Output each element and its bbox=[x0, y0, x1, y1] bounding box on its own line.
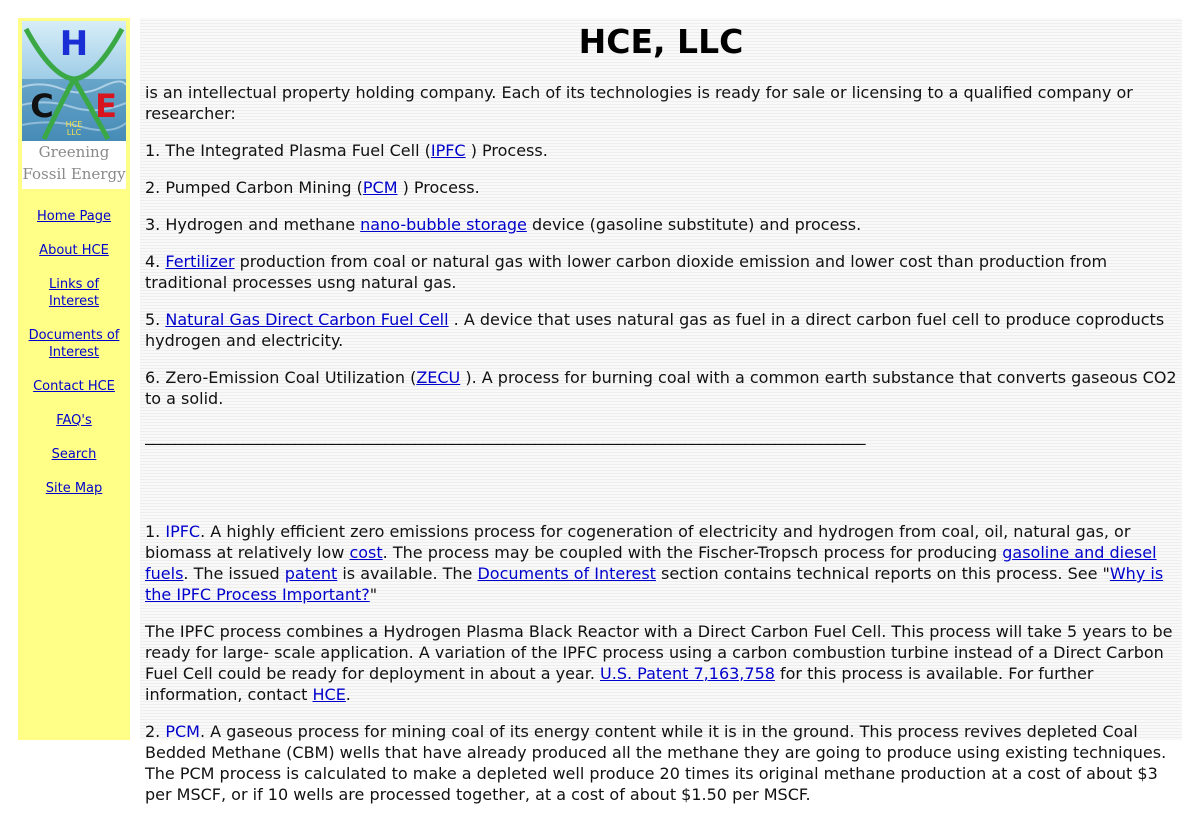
link-documents-of-interest[interactable]: Documents of Interest bbox=[477, 564, 656, 583]
list-item-fertilizer bbox=[145, 251, 1180, 293]
nav-item-faqs bbox=[18, 412, 130, 429]
list-item-ipfc bbox=[145, 140, 1180, 161]
section-text: The IPFC process combines a Hydrogen Plasma Black Reactor with a Direct Carbon Fuel Cell. This process will take 5 years to be ready for large- scale application. A variation of the IPFC process using a carbon combustion turbine instead of a Direct Carbon Fuel Cell could be ready for deployment in about a year. bbox=[145, 622, 1173, 683]
hce-logo[interactable] bbox=[22, 21, 126, 141]
page-title: HCE, LLC bbox=[578, 22, 744, 61]
list-text: 6. Zero-Emission Coal Utilization ( bbox=[145, 368, 417, 387]
link-pcm[interactable]: PCM bbox=[362, 178, 398, 197]
section-text: . A gaseous process for mining coal of its energy content while it is in the ground. This process revives depleted Coal Bedded Methane (CBM) wells that have already produced all the methane they are going to produce using existing techniques. The PCM process is calculated to make a depleted well produce 20 times its original methane production at a cost of about $3 per MSCF, or if 10 wells are processed together, at a cost of about $1.50 per MSCF. bbox=[145, 722, 1167, 804]
link-patent[interactable]: patent bbox=[284, 564, 338, 583]
main-content bbox=[140, 18, 1182, 804]
list-text: ) Process. bbox=[397, 178, 480, 197]
link-contact-hce[interactable]: HCE bbox=[312, 685, 346, 704]
link-gasoline-diesel-fuels[interactable]: gasoline and diesel fuels bbox=[145, 543, 1157, 583]
link-zecu[interactable]: ZECU bbox=[416, 368, 461, 387]
section-text: " bbox=[369, 585, 378, 604]
list-item-zecu bbox=[145, 367, 1180, 409]
list-item-nano-bubble bbox=[145, 214, 1180, 235]
list-text: device (gasoline substitute) and process. bbox=[526, 215, 862, 234]
list-item-pcm bbox=[145, 177, 1180, 198]
nav-link-search[interactable]: Search bbox=[51, 447, 97, 462]
section-text: section contains technical reports on this process. See " bbox=[655, 564, 1110, 583]
nav-item-sitemap bbox=[18, 480, 130, 497]
list-text: ). A process for burning coal with a common earth substance that converts gaseous CO2 to a solid. bbox=[145, 368, 1177, 408]
nav-link-links-of-interest[interactable]: Links of Interest bbox=[48, 277, 100, 309]
anchor-pcm[interactable]: PCM bbox=[165, 722, 200, 741]
list-text: 3. Hydrogen and methane bbox=[145, 215, 361, 234]
section-text: . The process may be coupled with the Fischer-Tropsch process for producing bbox=[382, 543, 1003, 562]
separator-line: ________________________________________________________________________________________________ bbox=[145, 426, 865, 445]
nav-link-documents-of-interest[interactable]: Documents of Interest bbox=[28, 328, 120, 360]
sidebar bbox=[18, 18, 130, 740]
logo-tagline bbox=[22, 141, 126, 189]
nav-item-about bbox=[18, 242, 130, 259]
content-body bbox=[145, 82, 1180, 821]
list-item-ng-dcfc bbox=[145, 309, 1180, 351]
ipfc-section bbox=[145, 521, 1180, 605]
logo-letter-h: H bbox=[59, 24, 89, 64]
pcm-section bbox=[145, 721, 1180, 805]
logo-small-hce: HCE bbox=[65, 120, 83, 129]
logo-letter-c: C bbox=[30, 87, 54, 125]
section-number: 2. bbox=[145, 722, 166, 741]
link-why-ipfc-important[interactable]: Why is the IPFC Process Important? bbox=[145, 564, 1164, 604]
tagline-line-2: Fossil Energy bbox=[22, 165, 126, 183]
nav-item-contact bbox=[18, 378, 130, 395]
nav-link-site-map[interactable]: Site Map bbox=[45, 481, 103, 496]
list-text: production from coal or natural gas with lower carbon dioxide emission and lower cost than production from traditional processes usng natural gas. bbox=[145, 252, 1108, 292]
list-text: 2. Pumped Carbon Mining ( bbox=[145, 178, 363, 197]
nav-link-contact[interactable]: Contact HCE bbox=[33, 379, 115, 394]
link-ipfc[interactable]: IPFC bbox=[430, 141, 466, 160]
section-text: is available. The bbox=[337, 564, 478, 583]
logo-small-llc: LLC bbox=[66, 128, 82, 137]
list-text: 4. bbox=[145, 252, 166, 271]
list-text: 1. The Integrated Plasma Fuel Cell ( bbox=[145, 141, 431, 160]
intro-text: is an intellectual property holding company. Each of its technologies is ready for sale or licensing to a qualified company or researcher: bbox=[145, 83, 1133, 123]
logo-graphic bbox=[22, 21, 126, 141]
section-text: . A highly efficient zero emissions process for cogeneration of electricity and hydrogen from coal, oil, natural gas, or biomass at relatively low bbox=[145, 522, 1131, 562]
nav-item-links bbox=[18, 276, 130, 310]
tagline-line-1: Greening bbox=[38, 143, 110, 161]
anchor-ipfc[interactable]: IPFC bbox=[165, 522, 201, 541]
list-text: ) Process. bbox=[465, 141, 548, 160]
section-text: . bbox=[345, 685, 351, 704]
link-natural-gas-dcfc[interactable]: Natural Gas Direct Carbon Fuel Cell bbox=[165, 310, 449, 329]
ipfc-details bbox=[145, 621, 1180, 705]
section-text: . The issued bbox=[183, 564, 285, 583]
nav-link-about[interactable]: About HCE bbox=[39, 243, 109, 258]
link-nano-bubble-storage[interactable]: nano-bubble storage bbox=[360, 215, 527, 234]
nav-link-home[interactable]: Home Page bbox=[37, 209, 111, 224]
section-number: 1. bbox=[145, 522, 166, 541]
list-text: . A device that uses natural gas as fuel in a direct carbon fuel cell to produce coproducts hydrogen and electricity. bbox=[145, 310, 1165, 350]
section-text: for this process is available. For further information, contact bbox=[145, 664, 1094, 704]
link-us-patent[interactable]: U.S. Patent 7,163,758 bbox=[600, 664, 775, 683]
nav-item-search bbox=[18, 446, 130, 463]
logo-letter-e: E bbox=[95, 87, 117, 125]
nav-item-documents bbox=[18, 327, 130, 361]
list-text: 5. bbox=[145, 310, 166, 329]
link-fertilizer[interactable]: Fertilizer bbox=[165, 252, 235, 271]
link-cost[interactable]: cost bbox=[349, 543, 383, 562]
nav-link-faqs[interactable]: FAQ's bbox=[56, 413, 92, 428]
nav-item-home bbox=[18, 208, 130, 225]
